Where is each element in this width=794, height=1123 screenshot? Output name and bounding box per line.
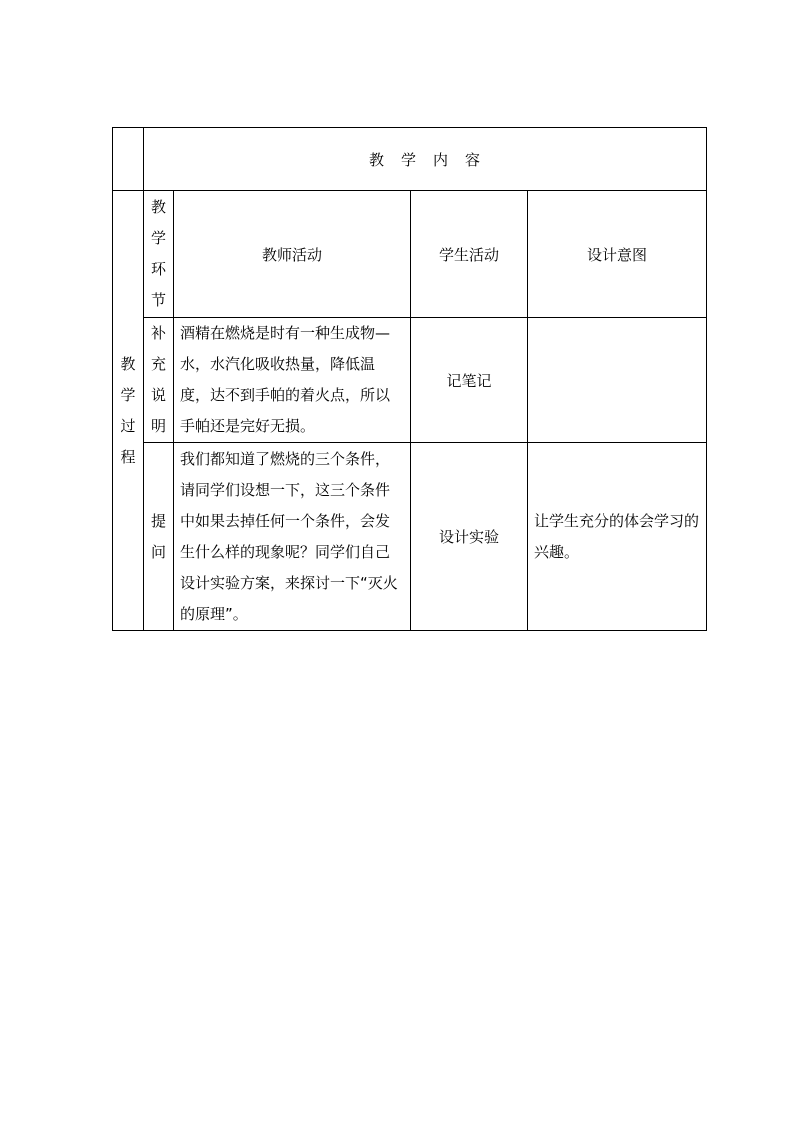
table-title-text: 教 学 内 容 [369,150,482,169]
design-intent-cell: 让学生充分的体会学习的兴趣。 [528,443,707,631]
stage-cell [144,443,174,631]
student-activity-cell: 设计实验 [411,443,528,631]
process-label-char: 过 [120,416,136,435]
student-activity-cell: 记笔记 [411,318,528,443]
stage-char: 提 [150,511,166,530]
student-activity-header: 学生活动 [411,191,528,318]
stage-header-char: 教 [150,198,166,216]
teacher-activity-cell: 酒精在燃烧是时有一种生成物—水，水汽化吸收热量，降低温度，达不到手帕的着火点，所以手帕还是完好无损。 [174,318,411,443]
process-label-char: 教 [120,354,136,373]
stage-char: 问 [150,542,166,561]
table-title [144,128,707,191]
design-intent-cell [528,318,707,443]
process-label-char: 学 [120,385,136,404]
stage-char: 充 [150,355,166,373]
process-label [113,191,144,631]
stage-char: 说 [150,386,166,404]
stage-header-char: 学 [150,229,166,247]
stage-cell [144,318,174,443]
column-header-row [113,191,707,318]
process-label-char: 程 [120,447,136,466]
stage-header-char: 节 [150,291,166,309]
stage-char: 明 [150,417,166,435]
stage-char: 补 [150,324,166,342]
teacher-activity-header: 教师活动 [174,191,411,318]
design-intent-header: 设计意图 [528,191,707,318]
teacher-activity-cell: 我们都知道了燃烧的三个条件，请同学们设想一下，这三个条件中如果去掉任何一个条件，会发生什么样的现象呢？同学们自己设计实验方案，来探讨一下“灭火的原理”。 [174,443,411,631]
corner-cell [113,128,144,191]
stage-header [144,191,174,318]
table-row [113,443,707,631]
lesson-plan-table [112,127,707,631]
stage-header-char: 环 [150,260,166,278]
table-row [113,318,707,443]
title-row [113,128,707,191]
